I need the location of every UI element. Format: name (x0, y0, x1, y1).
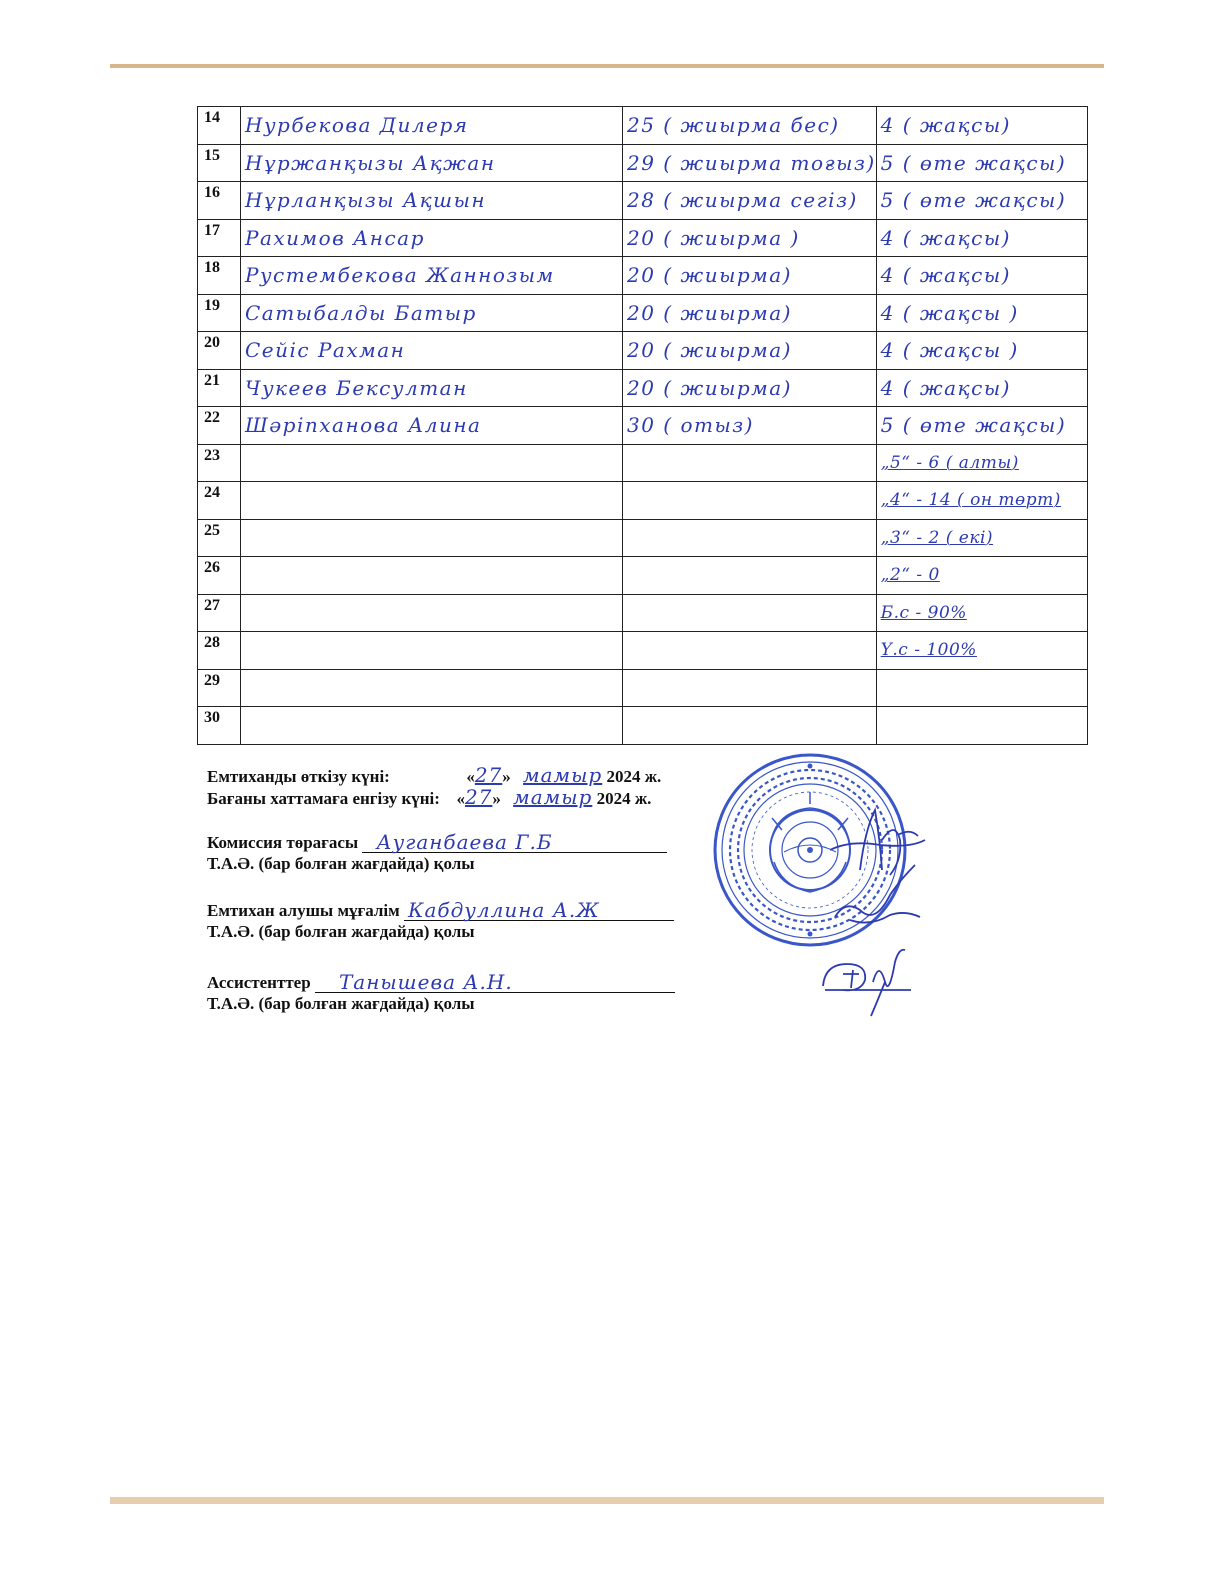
score-text (623, 526, 627, 550)
student-name-cell (241, 144, 623, 182)
table-row (198, 219, 1088, 257)
row-number: 27 (198, 594, 241, 632)
table-row (198, 369, 1088, 407)
teacher-signature (820, 855, 930, 945)
student-name-cell (241, 182, 623, 220)
exam-date-open-quote: « (466, 767, 475, 786)
grade-cell (876, 219, 1087, 257)
grade-cell (876, 669, 1087, 707)
entry-date-open-quote: « (456, 789, 465, 808)
score-text: 20 ( жиырма ) (627, 225, 800, 250)
row-number: 24 (198, 482, 241, 520)
exam-date-line (207, 763, 661, 787)
row-number: 20 (198, 332, 241, 370)
row-number: 21 (198, 369, 241, 407)
score-cell (623, 219, 877, 257)
fio-note-1: Т.А.Ә. (бар болған жағдайда) қолы (207, 854, 475, 873)
grade-cell (876, 444, 1087, 482)
student-name-text (241, 451, 245, 475)
grade-cell (876, 294, 1087, 332)
score-cell (623, 669, 877, 707)
score-text (623, 676, 627, 700)
student-name-text (241, 638, 245, 662)
row-number: 16 (198, 182, 241, 220)
table-row (198, 444, 1088, 482)
student-name-text: Сейіс Рахман (245, 338, 406, 363)
row-number: 14 (198, 107, 241, 145)
score-text: 29 ( жиырма тоғыз) (627, 150, 876, 175)
student-name-text (241, 488, 245, 512)
score-cell (623, 594, 877, 632)
grade-cell (876, 632, 1087, 670)
student-name-text: Сатыбалды Батыр (245, 300, 477, 325)
table-row (198, 332, 1088, 370)
row-number: 23 (198, 444, 241, 482)
chair-name: Ауганбаева Г.Б (376, 830, 553, 854)
grade-text: 4 ( жақсы ) (880, 338, 1019, 363)
score-cell (623, 294, 877, 332)
table-row (198, 669, 1088, 707)
grade-cell (876, 107, 1087, 145)
exam-date-year: 2024 ж. (606, 767, 662, 786)
entry-date-year: 2024 ж. (596, 789, 652, 808)
student-name-text: Нұрланқызы Ақшын (245, 188, 487, 213)
grade-cell (876, 519, 1087, 557)
entry-date-close-quote: » (492, 789, 501, 808)
student-name-text: Рахимов Ансар (245, 225, 425, 250)
grade-text: 4 ( жақсы) (880, 263, 1011, 288)
row-number: 15 (198, 144, 241, 182)
student-name-text: Нурбекова Дилеря (245, 113, 469, 138)
score-cell (623, 407, 877, 445)
student-name-text (241, 601, 245, 625)
grade-cell (876, 257, 1087, 295)
score-text (623, 601, 627, 625)
grade-text: 4 ( жақсы) (880, 375, 1011, 400)
table-row (198, 632, 1088, 670)
teacher-label: Емтихан алушы мұғалім (207, 901, 400, 920)
row-number: 18 (198, 257, 241, 295)
grade-text: 5 ( өте жақсы) (880, 150, 1067, 175)
student-name-cell (241, 257, 623, 295)
score-cell (623, 182, 877, 220)
score-text: 20 ( жиырма) (627, 300, 792, 325)
student-name-text: Чукеев Бексултан (245, 375, 468, 400)
score-text (623, 488, 627, 512)
score-text (623, 638, 627, 662)
student-name-text (241, 526, 245, 550)
grades-table (197, 106, 1088, 745)
table-row (198, 144, 1088, 182)
student-name-text: Рустембекова Жаннозым (245, 263, 555, 288)
score-cell (623, 107, 877, 145)
grade-text: 4 ( жақсы) (880, 225, 1011, 250)
row-number: 25 (198, 519, 241, 557)
assistants-signature (815, 942, 925, 1022)
teacher-name: Кабдуллина А.Ж (408, 898, 600, 922)
grade-cell (876, 332, 1087, 370)
exam-date-label: Емтиханды өткізу күні: (207, 767, 390, 786)
student-name-cell (241, 107, 623, 145)
grade-text (877, 678, 881, 698)
grade-text: „2“ - 0 (880, 565, 940, 586)
score-cell (623, 257, 877, 295)
score-cell (623, 444, 877, 482)
row-number: 17 (198, 219, 241, 257)
student-name-text: Нұржанқызы Ақжан (245, 150, 496, 175)
grade-cell (876, 407, 1087, 445)
chair-signature-line (362, 832, 667, 853)
score-cell (623, 632, 877, 670)
student-name-cell (241, 519, 623, 557)
score-cell (623, 144, 877, 182)
grade-cell (876, 707, 1087, 745)
grade-cell (876, 182, 1087, 220)
grade-text: Б.с - 90% (880, 602, 967, 623)
chair-label: Комиссия төрағасы (207, 833, 359, 852)
chair-line (207, 832, 667, 853)
row-number: 22 (198, 407, 241, 445)
score-cell (623, 707, 877, 745)
grade-text: „4“ - 14 ( он төрт) (880, 490, 1061, 511)
score-text: 20 ( жиырма) (627, 263, 792, 288)
score-text (623, 713, 627, 737)
table-row (198, 482, 1088, 520)
score-text: 20 ( жиырма) (627, 375, 792, 400)
grade-cell (876, 482, 1087, 520)
score-cell (623, 557, 877, 595)
student-name-cell (241, 632, 623, 670)
score-text: 25 ( жиырма бес) (627, 113, 840, 138)
row-number: 30 (198, 707, 241, 745)
grade-text: 4 ( жақсы ) (880, 300, 1019, 325)
student-name-cell (241, 369, 623, 407)
grade-text: 5 ( өте жақсы) (880, 413, 1067, 438)
table-row (198, 294, 1088, 332)
grade-text: 4 ( жақсы) (880, 113, 1011, 138)
student-name-cell (241, 332, 623, 370)
fio-note-2: Т.А.Ә. (бар болған жағдайда) қолы (207, 922, 475, 941)
teacher-signature-line (404, 900, 674, 921)
score-text (623, 563, 627, 587)
table-row (198, 707, 1088, 745)
grade-text (877, 715, 881, 735)
entry-date-day: 27 (464, 785, 493, 809)
row-number: 28 (198, 632, 241, 670)
table-row (198, 407, 1088, 445)
student-name-cell (241, 594, 623, 632)
grade-cell (876, 557, 1087, 595)
grade-cell (876, 594, 1087, 632)
grade-text: „5“ - 6 ( алты) (880, 452, 1019, 473)
grade-text: „3“ - 2 ( екі) (880, 527, 994, 548)
student-name-cell (241, 219, 623, 257)
entry-date-line (207, 785, 651, 809)
student-name-cell (241, 707, 623, 745)
teacher-line (207, 900, 674, 921)
table-row (198, 519, 1088, 557)
score-text: 20 ( жиырма) (627, 338, 792, 363)
assistants-label: Ассистенттер (207, 973, 311, 992)
student-name-cell (241, 482, 623, 520)
student-name-cell (241, 407, 623, 445)
fio-note-3: Т.А.Ә. (бар болған жағдайда) қолы (207, 994, 475, 1013)
table-row (198, 182, 1088, 220)
assistants-name: Танышева А.Н. (338, 970, 513, 994)
student-name-text (241, 713, 245, 737)
table-row (198, 107, 1088, 145)
score-cell (623, 519, 877, 557)
table-row (198, 594, 1088, 632)
exam-date-month: мамыр (523, 763, 603, 787)
score-cell (623, 369, 877, 407)
table-row (198, 557, 1088, 595)
table-row (198, 257, 1088, 295)
score-cell (623, 332, 877, 370)
exam-date-day: 27 (474, 763, 503, 787)
entry-date-month: мамыр (513, 785, 593, 809)
score-cell (623, 482, 877, 520)
student-name-cell (241, 669, 623, 707)
paper-edge-bottom (110, 1497, 1104, 1504)
entry-date-label: Бағаны хаттамаға енгізу күні: (207, 789, 440, 808)
student-name-cell (241, 294, 623, 332)
student-name-text: Шәріпханова Алина (245, 413, 482, 438)
score-text: 30 ( отыз) (627, 413, 754, 438)
row-number: 26 (198, 557, 241, 595)
exam-date-close-quote: » (502, 767, 511, 786)
score-text: 28 ( жиырма сегіз) (627, 188, 858, 213)
assistants-signature-line (315, 972, 675, 993)
grade-cell (876, 144, 1087, 182)
student-name-cell (241, 444, 623, 482)
student-name-text (241, 676, 245, 700)
grade-text: Ү.с - 100% (880, 640, 977, 661)
score-text (623, 451, 627, 475)
grade-text: 5 ( өте жақсы) (880, 188, 1067, 213)
row-number: 19 (198, 294, 241, 332)
grade-cell (876, 369, 1087, 407)
student-name-text (241, 563, 245, 587)
student-name-cell (241, 557, 623, 595)
assistants-line (207, 972, 675, 993)
row-number: 29 (198, 669, 241, 707)
